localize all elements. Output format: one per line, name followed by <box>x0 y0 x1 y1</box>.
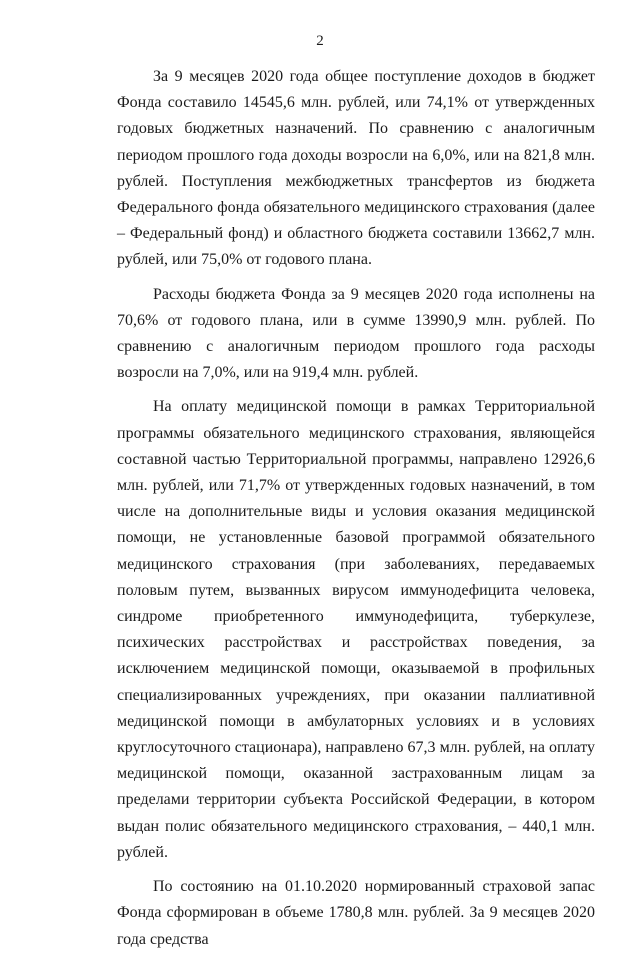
paragraph-medical-care-payment: На оплату медицинской помощи в рамках Территориальной программы обязательного медицинского страхования, являющейся составной частью Территориальной программы, направлено 12926,6 млн. рублей, или 71,7% от утвержденных годовых назначений, в том числе на дополнительные виды и условия оказания медицинской помощи, не установленные базовой программой обязательного медицинского страхования (при заболеваниях, передаваемых половым путем, вызванных вирусом иммунодефицита человека, синдроме приобретенного иммунодефицита, туберкулезе, психических расстройствах и расстройствах поведения, за исключением медицинской помощи, оказываемой в профильных специализированных учреждениях, при оказании паллиативной медицинской помощи в амбулаторных условиях и в условиях круглосуточного стационара), направлено 67,3 млн. рублей, на оплату медицинской помощи, оказанной застрахованным лицам за пределами территории субъекта Российской Федерации, в котором выдан полис обязательного медицинского страхования, – 440,1 млн. рублей. <box>117 398 595 861</box>
paragraph-insurance-reserve: По состоянию на 01.10.2020 нормированный страховой запас Фонда сформирован в объеме 1780,8 млн. рублей. За 9 месяцев 2020 года средства <box>117 878 595 948</box>
paragraph-revenue: За 9 месяцев 2020 года общее поступление доходов в бюджет Фонда составило 14545,6 млн. рублей, или 74,1% от утвержденных годовых бюджетных назначений. По сравнению с аналогичным периодом прошлого года доходы возросли на 6,0%, или на 821,8 млн. рублей. Поступления межбюджетных трансфертов из бюджета Федерального фонда обязательного медицинского страхования (далее – Федеральный фонд) и областного бюджета составили 13662,7 млн. рублей, или 75,0% от годового плана. <box>117 68 595 269</box>
page-number: 2 <box>316 33 324 49</box>
paragraph-expenses: Расходы бюджета Фонда за 9 месяцев 2020 года исполнены на 70,6% от годового плана, или в сумме 13990,9 млн. рублей. По сравнению с аналогичным периодом прошлого года расходы возросли на 7,0%, или на 919,4 млн. рублей. <box>117 285 595 382</box>
document-body <box>117 64 595 953</box>
